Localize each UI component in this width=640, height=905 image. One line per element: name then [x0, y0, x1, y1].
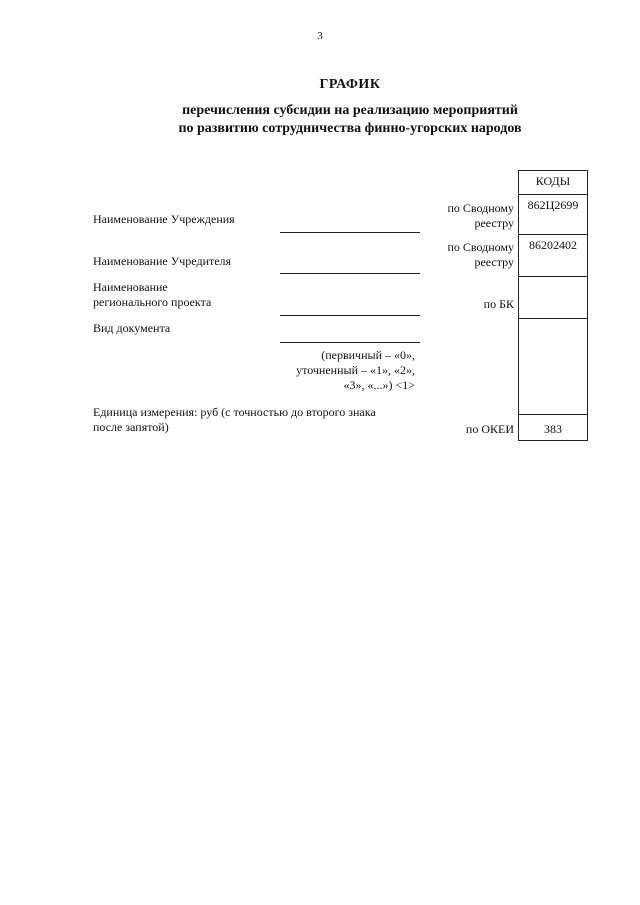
code-registry-1: 862Ц2699: [519, 195, 588, 235]
code-okei: 383: [519, 415, 588, 441]
institution-label: Наименование Учреждения: [93, 212, 235, 226]
registry-label-1-line-1: по Сводному: [447, 201, 514, 215]
doc-type-note-line-1: (первичный – «0»,: [321, 348, 415, 362]
project-label: [93, 280, 211, 310]
doc-type-note: [240, 348, 415, 393]
unit-label: [93, 405, 376, 435]
project-line: [280, 315, 420, 316]
project-label-line-1: Наименование: [93, 280, 168, 294]
subtitle-line-1: перечисления субсидии на реализацию мероприятий: [182, 103, 518, 118]
codes-header: КОДЫ: [519, 171, 588, 195]
subtitle-line-2: по развитию сотрудничества финно-угорских народов: [178, 121, 522, 136]
code-doc-type: [519, 319, 588, 415]
code-bk: [519, 277, 588, 319]
doc-type-label: Вид документа: [93, 321, 171, 335]
founder-line: [280, 273, 420, 274]
founder-label: Наименование Учредителя: [93, 254, 232, 268]
registry-label-1-line-2: реестру: [474, 216, 514, 230]
registry-label-1: [420, 201, 514, 231]
doc-type-line: [280, 342, 420, 343]
registry-label-2-line-2: реестру: [474, 255, 514, 269]
code-registry-2: 86202402: [519, 235, 588, 277]
doc-type-note-line-3: «3», «...») <1>: [343, 378, 415, 392]
registry-label-2: [420, 240, 514, 270]
page-number: 3: [317, 30, 323, 42]
document-title: ГРАФИК: [319, 77, 381, 92]
doc-type-note-line-2: уточненный – «1», «2»,: [296, 363, 415, 377]
institution-line: [280, 232, 420, 233]
unit-label-line-1: Единица измерения: руб (с точностью до второго знака: [93, 405, 376, 419]
okei-label: по ОКЕИ: [465, 422, 514, 436]
unit-label-line-2: после запятой): [93, 420, 169, 434]
codes-table: [518, 170, 588, 441]
bk-label: по БК: [483, 297, 514, 311]
registry-label-2-line-1: по Сводному: [447, 240, 514, 254]
project-label-line-2: регионального проекта: [93, 295, 212, 309]
document-subtitle: [0, 102, 640, 138]
